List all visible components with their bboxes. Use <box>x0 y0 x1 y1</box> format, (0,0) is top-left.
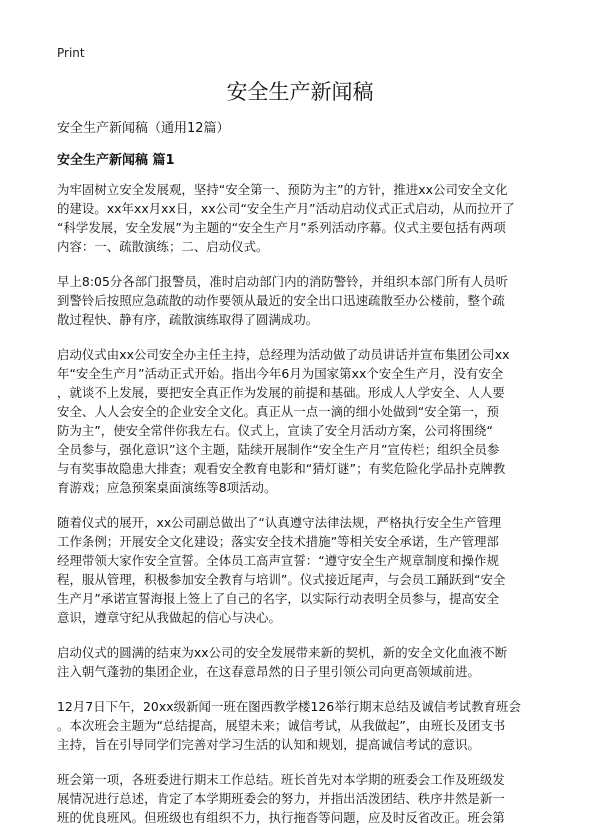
article-paragraph <box>57 697 545 754</box>
paragraph-line: 到警铃后按照应急疏散的动作要领从最近的安全出口迅速疏散至办公楼前，整个疏 <box>57 293 505 308</box>
paragraph-line: 与有奖事故隐患大排查；观看安全教育电影和“猜灯谜”；有奖危险化学品扑克牌教 <box>57 461 506 476</box>
paragraph-line: 12月7日下午，20xx级新闻一班在图西教学楼126举行期末总结及诚信考试教育班会 <box>57 699 521 714</box>
paragraph-line: 启动仪式由xx公司安全办主任主持，总经理为活动做了动员讲话并宣布集团公司xx <box>57 347 510 362</box>
print-link[interactable]: Print <box>57 46 85 60</box>
article-paragraph <box>57 180 545 256</box>
paragraph-line: 早上8:05分各部门报警员，准时启动部门内的消防警铃，并组织本部门所有人员听 <box>57 274 509 289</box>
paragraph-line: 年“安全生产月”活动正式开始。指出今年6月为国家第xx个安全生产月，没有安全 <box>57 366 504 381</box>
paragraph-line: “科学发展，安全发展”为主题的“安全生产月”系列活动序幕。仪式主要包括有两项 <box>57 220 506 235</box>
paragraph-line: 散过程快、静有序，疏散演练取得了圆满成功。 <box>57 312 319 327</box>
paragraph-line: 意识，遵章守纪从我做起的信心与决心。 <box>57 610 281 625</box>
paragraph-line: 内容：一、疏散演练；二、启动仪式。 <box>57 239 269 254</box>
paragraph-line: ，就谈不上发展，要把安全真正作为发展的前提和基础。形成人人学安全、人人要 <box>57 385 505 400</box>
article-body <box>57 180 545 828</box>
paragraph-line: 全员参与，强化意识”这个主题，陆续开展制作“安全生产月”宣传栏；组织全员参 <box>57 442 500 457</box>
paragraph-line: 主持，旨在引导同学们完善对学习生活的认知和规划，提高诚信考试的意识。 <box>57 737 480 752</box>
paragraph-line: 班会第一项，各班委进行期末工作总结。班长首先对本学期的班委会工作及班级发 <box>57 772 505 787</box>
paragraph-line: 经理带领大家作安全宣誓。全体员工高声宣誓：“遵守安全生产规章制度和操作规 <box>57 553 499 568</box>
paragraph-line: 防为主”，使安全常伴你我左右。仪式上，宣读了安全月活动方案，公司将围绕“ <box>57 423 493 438</box>
article-paragraph <box>57 345 545 497</box>
paragraph-line: 的建设。xx年xx月xx日，xx公司“安全生产月”活动启动仪式正式启动，从而拉开了 <box>57 201 515 216</box>
document-subtitle: 安全生产新闻稿（通用12篇） <box>57 121 230 136</box>
article-paragraph <box>57 272 545 329</box>
paragraph-line: 安全、人人会安全的企业安全文化。真正从一点一滴的细小处做到“安全第一，预 <box>57 404 499 419</box>
paragraph-line: 。本次班会主题为“总结提高，展望未来；诚信考试，从我做起”，由班长及团支书 <box>57 718 506 733</box>
paragraph-line: 启动仪式的圆满的结束为xx公司的安全发展带来新的契机，新的安全文化血液不断 <box>57 645 508 660</box>
document-title: 安全生产新闻稿 <box>226 80 374 104</box>
paragraph-line: 展情况进行总述，肯定了本学期班委会的努力，并指出活泼团结、秩序井然是新一 <box>57 791 505 806</box>
paragraph-line: 随着仪式的展开，xx公司副总做出了“认真遵守法律法规，严格执行安全生产管理 <box>57 515 502 530</box>
paragraph-line: 育游戏；应急预案桌面演练等8项活动。 <box>57 480 277 495</box>
paragraph-line: 生产月”承诺宣誓海报上签上了自己的名字，以实际行动表明全员参与，提高安全 <box>57 591 499 606</box>
paragraph-line: 为牢固树立安全发展观，坚持“安全第一、预防为主”的方针，推进xx公司安全文化 <box>57 182 508 197</box>
paragraph-line: 班的优良班风。但班级也有组织不力，执行拖沓等问题，应及时反省改正。班会第 <box>57 810 505 825</box>
article-paragraph <box>57 770 545 827</box>
paragraph-line: 工作条例；开展安全文化建设；落实安全技术措施”等相关安全承诺，生产管理部 <box>57 534 499 549</box>
article-paragraph <box>57 513 545 627</box>
article-paragraph <box>57 643 545 681</box>
paragraph-line: 注入朝气蓬勃的集团企业，在这春意昂然的日子里引领公司向更高领域前进。 <box>57 664 480 679</box>
section-heading: 安全生产新闻稿 篇1 <box>57 153 175 168</box>
paragraph-line: 程，服从管理，积极参加安全教育与培训”。仪式接近尾声，与会员工踊跃到“安全 <box>57 572 506 587</box>
